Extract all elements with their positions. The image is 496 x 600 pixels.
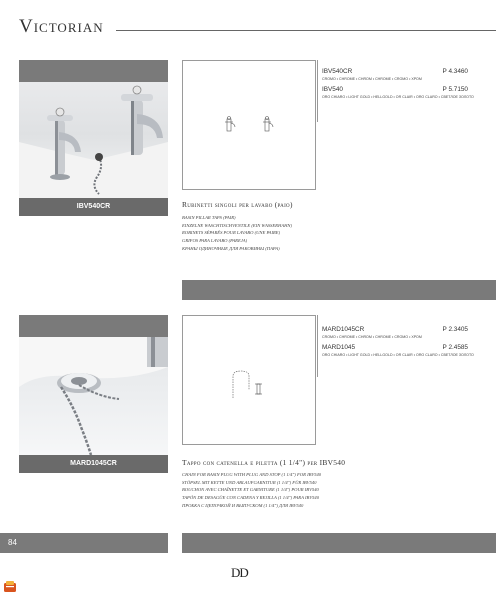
product1-variant-code: IBV540CR (322, 68, 353, 75)
page-title: Victorian (19, 16, 104, 37)
title-rule (116, 30, 496, 31)
product2-variant-price: P 2.4585 (442, 344, 468, 351)
product1-bottom-bar (182, 280, 496, 300)
product1-text (182, 200, 482, 253)
product1-variant-price: P 5.7150 (442, 86, 468, 93)
product1-top-bar (19, 60, 168, 82)
product1-code-box (317, 60, 472, 122)
product1-desc-line: ROBINETS SÉPARÉS POUR LAVABO (UNE PAIRE) (182, 230, 281, 236)
product2-desc-line: STÖPSEL MIT KETTE UND ABLAUFGARNITUR (1 1/4") FÜR IBV540 (182, 479, 317, 485)
product1-variant-code: IBV540 (322, 86, 343, 93)
product1-desc-line: BASIN PILLAR TAPS (PAIR) (182, 215, 236, 220)
plug-technical-drawing (183, 316, 315, 444)
pdf-icon[interactable] (3, 580, 17, 594)
product1-drawing-panel (182, 60, 316, 190)
product2-variant-code: MARD1045CR (322, 326, 365, 333)
product2-title: Tappo con catenella e piletta (1 1/4") per IBV540 (182, 458, 346, 467)
brand-logo: DD (231, 565, 248, 580)
tap-pair-image (19, 82, 168, 198)
product1-variant-finish: ORO CHIARO • LIGHT GOLD • HELLGOLD • OR CLAIR • ORO CLARO • СВЕТЛОЕ ЗОЛОТО (322, 95, 474, 99)
product2-desc-line: TAPÓN DE DESAGÜE CON CADENA Y REJILLA (1 1/4") PARA IBV540 (182, 495, 320, 501)
product2-variant-price: P 2.3405 (442, 326, 468, 333)
product2-variant-row (322, 344, 468, 352)
product2-desc-line: CHAIN FOR BASIN PLUG WITH PLUG AND STOP (1 1/4") FOR IBV540 (182, 472, 322, 477)
product2-variant-row (322, 326, 468, 334)
product1-photo (19, 82, 168, 198)
product2-code-box (317, 315, 472, 377)
product2-code-label: MARD1045CR (19, 455, 168, 473)
product2-variant-finish: CROMO • CHROME • CHROM • CHROME • CROMO • ХРОМ (322, 335, 422, 339)
product1-desc-line: КРАНЫ ОДИНОЧНЫЕ ДЛЯ РАКОВИНЫ (ПАРА) (182, 245, 280, 251)
page-number: 84 (8, 538, 17, 547)
pdf-icon-glyph (3, 580, 17, 594)
product1-desc-line: GRIFOS PARA LAVABO (PAREJA) (182, 238, 248, 244)
product1-variant-row (322, 68, 468, 76)
product2-desc-line: BOUCHON AVEC CHAÎNETTE ET GARNITURE (1 1/4") POUR IBV540 (182, 487, 319, 493)
product1-variant-finish: CROMO • CHROME • CHROM • CHROME • CROMO • ХРОМ (322, 77, 422, 81)
product2-variant-code: MARD1045 (322, 344, 356, 351)
product2-variant-finish: ORO CHIARO • LIGHT GOLD • HELLGOLD • OR CLAIR • ORO CLARO • СВЕТЛОЕ ЗОЛОТО (322, 353, 474, 357)
footer-left-bar (0, 533, 168, 553)
product2-drawing-panel (182, 315, 316, 445)
tap-technical-drawing (183, 61, 315, 189)
basin-plug-image (19, 337, 168, 455)
product1-title: Rubinetti singoli per lavabo (paio) (182, 200, 293, 209)
product2-top-bar (19, 315, 168, 337)
product1-desc-line: EINZELNE WASCHTISCHVENTILE (EIN WASSERHAHN) (182, 222, 292, 228)
footer-right-bar (182, 533, 496, 553)
product2-desc-line: ПРОБКА С ЦЕПОЧКОЙ И ВЫПУСКОМ (1 1/4") ДЛЯ IBV540 (182, 502, 304, 508)
product2-photo (19, 337, 168, 455)
product1-variant-row (322, 86, 468, 94)
product2-text (182, 458, 482, 510)
product1-code-label: IBV540CR (19, 198, 168, 216)
product1-variant-price: P 4.3460 (442, 68, 468, 75)
